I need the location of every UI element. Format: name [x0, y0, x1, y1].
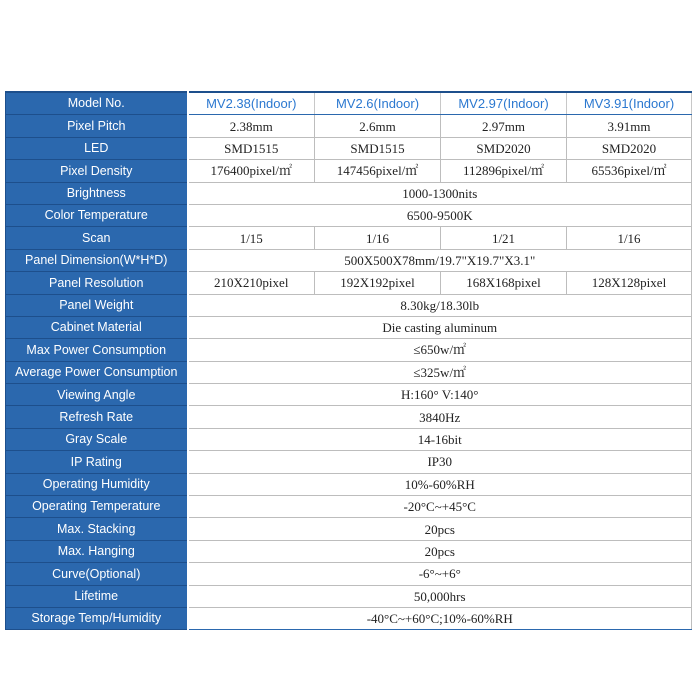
table-row	[6, 451, 692, 473]
table-row	[6, 137, 692, 159]
table-cell: 65536pixel/㎡	[567, 160, 692, 182]
row-label: Max Power Consumption	[6, 339, 188, 361]
row-label: Scan	[6, 227, 188, 249]
model-header: MV2.38(Indoor)	[188, 92, 315, 115]
model-header: MV3.91(Indoor)	[567, 92, 692, 115]
table-row	[6, 316, 692, 338]
row-label: Average Power Consumption	[6, 361, 188, 383]
table-row	[6, 384, 692, 406]
row-label: Gray Scale	[6, 428, 188, 450]
table-row	[6, 227, 692, 249]
table-cell: SMD2020	[441, 137, 567, 159]
table-cell-merged: Die casting aluminum	[188, 316, 692, 338]
row-label: Operating Temperature	[6, 496, 188, 518]
table-cell-merged: 3840Hz	[188, 406, 692, 428]
row-label: Lifetime	[6, 585, 188, 607]
table-cell: 128X128pixel	[567, 272, 692, 294]
table-cell-merged: 20pcs	[188, 540, 692, 562]
table-row	[6, 518, 692, 540]
row-label: Panel Dimension(W*H*D)	[6, 249, 188, 271]
table-row	[6, 182, 692, 204]
table-cell-merged: -40°C~+60°C;10%-60%RH	[188, 607, 692, 629]
table-cell: 1/21	[441, 227, 567, 249]
table-cell: 147456pixel/㎡	[315, 160, 441, 182]
table-cell: 192X192pixel	[315, 272, 441, 294]
row-label: Curve(Optional)	[6, 563, 188, 585]
table-cell-merged: 6500-9500K	[188, 204, 692, 226]
table-cell: 1/15	[188, 227, 315, 249]
table-row	[6, 428, 692, 450]
table-row	[6, 115, 692, 137]
table-cell-merged: 10%-60%RH	[188, 473, 692, 495]
table-row	[6, 249, 692, 271]
table-cell: 112896pixel/㎡	[441, 160, 567, 182]
row-label: Pixel Density	[6, 160, 188, 182]
table-row	[6, 204, 692, 226]
table-cell: 210X210pixel	[188, 272, 315, 294]
table-cell-merged: IP30	[188, 451, 692, 473]
table-cell-merged: -20°C~+45°C	[188, 496, 692, 518]
row-label: Storage Temp/Humidity	[6, 607, 188, 629]
table-row	[6, 473, 692, 495]
table-cell: 2.38mm	[188, 115, 315, 137]
table-cell-merged: ≤650w/㎡	[188, 339, 692, 361]
table-cell-merged: 500X500X78mm/19.7"X19.7"X3.1"	[188, 249, 692, 271]
table-row	[6, 361, 692, 383]
row-label: Refresh Rate	[6, 406, 188, 428]
table-row	[6, 294, 692, 316]
table-cell: 2.97mm	[441, 115, 567, 137]
table-cell: SMD2020	[567, 137, 692, 159]
table-row	[6, 607, 692, 629]
row-label: Viewing Angle	[6, 384, 188, 406]
table-cell-merged: 50,000hrs	[188, 585, 692, 607]
table-cell-merged: ≤325w/㎡	[188, 361, 692, 383]
header-row	[6, 92, 692, 115]
table-row	[6, 339, 692, 361]
table-cell: SMD1515	[188, 137, 315, 159]
table-row	[6, 563, 692, 585]
row-label: Brightness	[6, 182, 188, 204]
table-cell: 3.91mm	[567, 115, 692, 137]
table-row	[6, 406, 692, 428]
table-cell-merged: -6°~+6°	[188, 563, 692, 585]
spec-table	[5, 91, 692, 630]
table-row	[6, 585, 692, 607]
row-label: Operating Humidity	[6, 473, 188, 495]
table-cell: 2.6mm	[315, 115, 441, 137]
row-label: Panel Resolution	[6, 272, 188, 294]
row-label: LED	[6, 137, 188, 159]
model-header: MV2.6(Indoor)	[315, 92, 441, 115]
table-row	[6, 160, 692, 182]
table-cell: 168X168pixel	[441, 272, 567, 294]
table-cell: 176400pixel/㎡	[188, 160, 315, 182]
table-cell: 1/16	[567, 227, 692, 249]
model-header: MV2.97(Indoor)	[441, 92, 567, 115]
table-row	[6, 272, 692, 294]
table-cell: SMD1515	[315, 137, 441, 159]
row-label-model-no: Model No.	[6, 92, 188, 115]
table-cell-merged: 20pcs	[188, 518, 692, 540]
table-cell: 1/16	[315, 227, 441, 249]
table-cell-merged: H:160° V:140°	[188, 384, 692, 406]
row-label: Panel Weight	[6, 294, 188, 316]
row-label: Max. Hanging	[6, 540, 188, 562]
row-label: Pixel Pitch	[6, 115, 188, 137]
table-row	[6, 496, 692, 518]
table-cell-merged: 1000-1300nits	[188, 182, 692, 204]
table-cell-merged: 8.30kg/18.30lb	[188, 294, 692, 316]
row-label: Cabinet Material	[6, 316, 188, 338]
table-cell-merged: 14-16bit	[188, 428, 692, 450]
row-label: IP Rating	[6, 451, 188, 473]
row-label: Max. Stacking	[6, 518, 188, 540]
row-label: Color Temperature	[6, 204, 188, 226]
table-row	[6, 540, 692, 562]
